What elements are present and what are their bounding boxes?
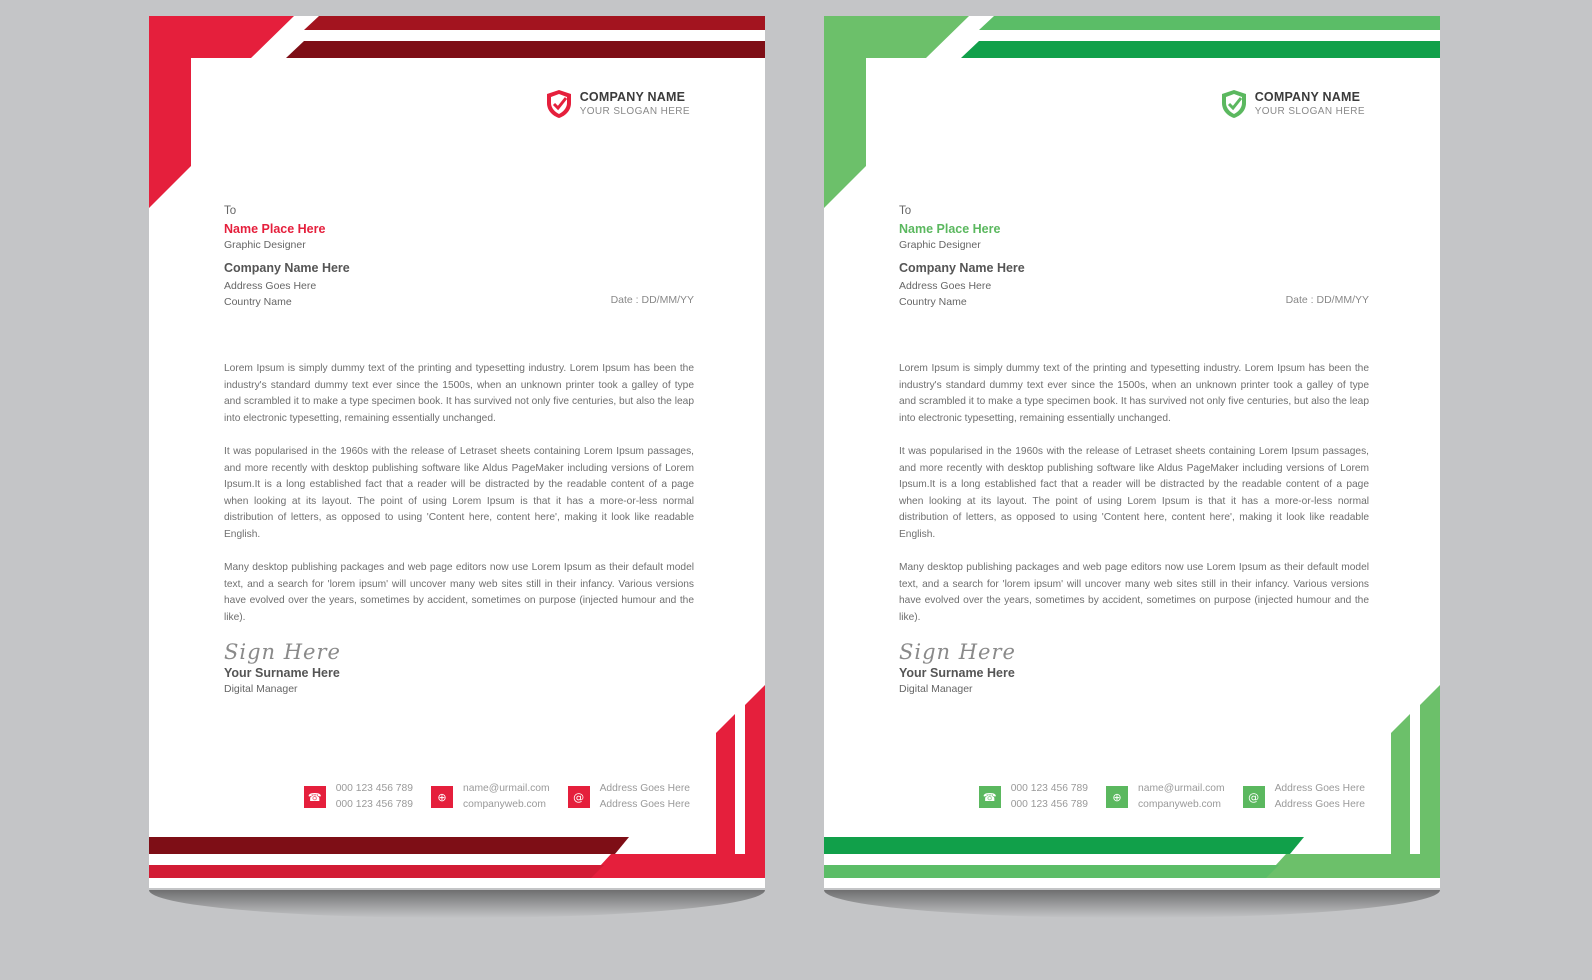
to-label: To: [899, 205, 912, 217]
page-shadow: [149, 890, 765, 918]
page-shadow: [824, 890, 1440, 918]
address-line: Address Goes Here: [1274, 799, 1365, 810]
contact-footer: [304, 781, 690, 813]
signer-name: Your Surname Here: [899, 666, 1015, 680]
phone-line: 000 123 456 789: [1010, 799, 1088, 810]
letterhead-green: [824, 16, 1440, 888]
paragraph: Lorem Ipsum is simply dummy text of the printing and typesetting industry. Lorem Ipsum has been the industry's standard dummy text ever since the 1500s, when an unknown printer took a galley of type and scrambled it to make a type specimen book. It has survived not only five centuries, but also the leap into electronic typesetting, remaining essentially unchanged.: [224, 363, 694, 424]
signature: Sign Here: [899, 640, 1016, 664]
recipient-country: Country Name: [899, 296, 967, 308]
recipient-name: Name Place Here: [899, 222, 1001, 236]
contact-web: [431, 781, 550, 813]
recipient-address: Address Goes Here: [224, 280, 317, 292]
paragraph: It was popularised in the 1960s with the release of Letraset sheets containing Lorem Ipsum passages, and more recently with desktop publishing software like Aldus PageMaker including versions of Lorem Ipsum.It is a long established fact that a reader will be distracted by the readable content of a page when looking at its layout. The point of using Lorem Ipsum is that it has a more-or-less normal distribution of letters, as opposed to using 'Content here, content here', making it look like readable English.: [899, 446, 1369, 540]
signer-name: Your Surname Here: [224, 666, 340, 680]
recipient-role: Graphic Designer: [899, 239, 981, 251]
bracket-bottom-right: [1391, 714, 1410, 854]
company-slogan: YOUR SLOGAN HERE: [1254, 106, 1365, 117]
recipient-country: Country Name: [224, 296, 292, 308]
signer-role: Digital Manager: [899, 683, 973, 695]
bracket-bottom-right: [716, 714, 735, 854]
address-line: Address Goes Here: [1274, 783, 1365, 794]
company-name: COMPANY NAME: [1254, 90, 1361, 104]
signer-role: Digital Manager: [224, 683, 298, 695]
recipient-block: [899, 205, 1369, 310]
stripe-top-dark: [961, 41, 1440, 58]
letter-body: [224, 361, 694, 643]
letterhead-red: [149, 16, 765, 888]
shield-check-icon: [546, 89, 572, 119]
paragraph: It was popularised in the 1960s with the release of Letraset sheets containing Lorem Ipsum passages, and more recently with desktop publishing software like Aldus PageMaker including versions of Lorem Ipsum.It is a long established fact that a reader will be distracted by the readable content of a page when looking at its layout. The point of using Lorem Ipsum is that it has a more-or-less normal distribution of letters, as opposed to using 'Content here, content here', making it look like readable English.: [224, 446, 694, 540]
contact-phone: [979, 781, 1088, 813]
stripe-top-light: [304, 16, 765, 30]
paragraph: Lorem Ipsum is simply dummy text of the printing and typesetting industry. Lorem Ipsum has been the industry's standard dummy text ever since the 1500s, when an unknown printer took a galley of type and scrambled it to make a type specimen book. It has survived not only five centuries, but also the leap into electronic typesetting, remaining essentially unchanged.: [899, 363, 1369, 424]
phone-line: 000 123 456 789: [335, 799, 413, 810]
website-line: companyweb.com: [1138, 799, 1221, 810]
shield-check-icon: [1221, 89, 1247, 119]
signature-block: [224, 640, 341, 695]
email-line: name@urmail.com: [1138, 783, 1225, 794]
stripe-top-dark: [286, 41, 765, 58]
recipient-company: Company Name Here: [899, 261, 1025, 275]
recipient-role: Graphic Designer: [224, 239, 306, 251]
at-icon: @: [1243, 786, 1265, 808]
contact-footer: [979, 781, 1365, 813]
phone-line: 000 123 456 789: [1010, 783, 1088, 794]
phone-icon: ☎: [979, 786, 1001, 808]
company-logo: [546, 89, 690, 119]
letter-date: Date : DD/MM/YY: [1285, 294, 1369, 306]
globe-icon: ⊕: [431, 786, 453, 808]
signature: Sign Here: [224, 640, 341, 664]
recipient-name: Name Place Here: [224, 222, 326, 236]
stripe-top-light: [979, 16, 1440, 30]
corner-top-left: [824, 16, 969, 208]
corner-top-left: [149, 16, 294, 208]
address-line: Address Goes Here: [599, 783, 690, 794]
letter-body: [899, 361, 1369, 643]
company-logo: [1221, 89, 1365, 119]
phone-line: 000 123 456 789: [335, 783, 413, 794]
email-line: name@urmail.com: [463, 783, 550, 794]
contact-phone: [304, 781, 413, 813]
signature-block: [899, 640, 1016, 695]
contact-web: [1106, 781, 1225, 813]
recipient-block: [224, 205, 694, 310]
recipient-address: Address Goes Here: [899, 280, 992, 292]
website-line: companyweb.com: [463, 799, 546, 810]
company-name: COMPANY NAME: [579, 90, 686, 104]
paragraph: Many desktop publishing packages and web page editors now use Lorem Ipsum as their default model text, and a search for 'lorem ipsum' will uncover many web sites still in their infancy. Various versions have evolved over the years, sometimes by accident, sometimes on purpose (injected humour and the like).: [899, 562, 1369, 623]
to-label: To: [224, 205, 237, 217]
globe-icon: ⊕: [1106, 786, 1128, 808]
stripe-bottom-light: [149, 865, 604, 878]
phone-icon: ☎: [304, 786, 326, 808]
stripe-bottom-dark: [824, 837, 1304, 854]
recipient-company: Company Name Here: [224, 261, 350, 275]
stripe-bottom-light: [824, 865, 1279, 878]
letter-date: Date : DD/MM/YY: [610, 294, 694, 306]
at-icon: @: [568, 786, 590, 808]
stripe-bottom-dark: [149, 837, 629, 854]
contact-address: [1243, 781, 1365, 813]
company-slogan: YOUR SLOGAN HERE: [579, 106, 690, 117]
address-line: Address Goes Here: [599, 799, 690, 810]
contact-address: [568, 781, 690, 813]
paragraph: Many desktop publishing packages and web page editors now use Lorem Ipsum as their default model text, and a search for 'lorem ipsum' will uncover many web sites still in their infancy. Various versions have evolved over the years, sometimes by accident, sometimes on purpose (injected humour and the like).: [224, 562, 694, 623]
